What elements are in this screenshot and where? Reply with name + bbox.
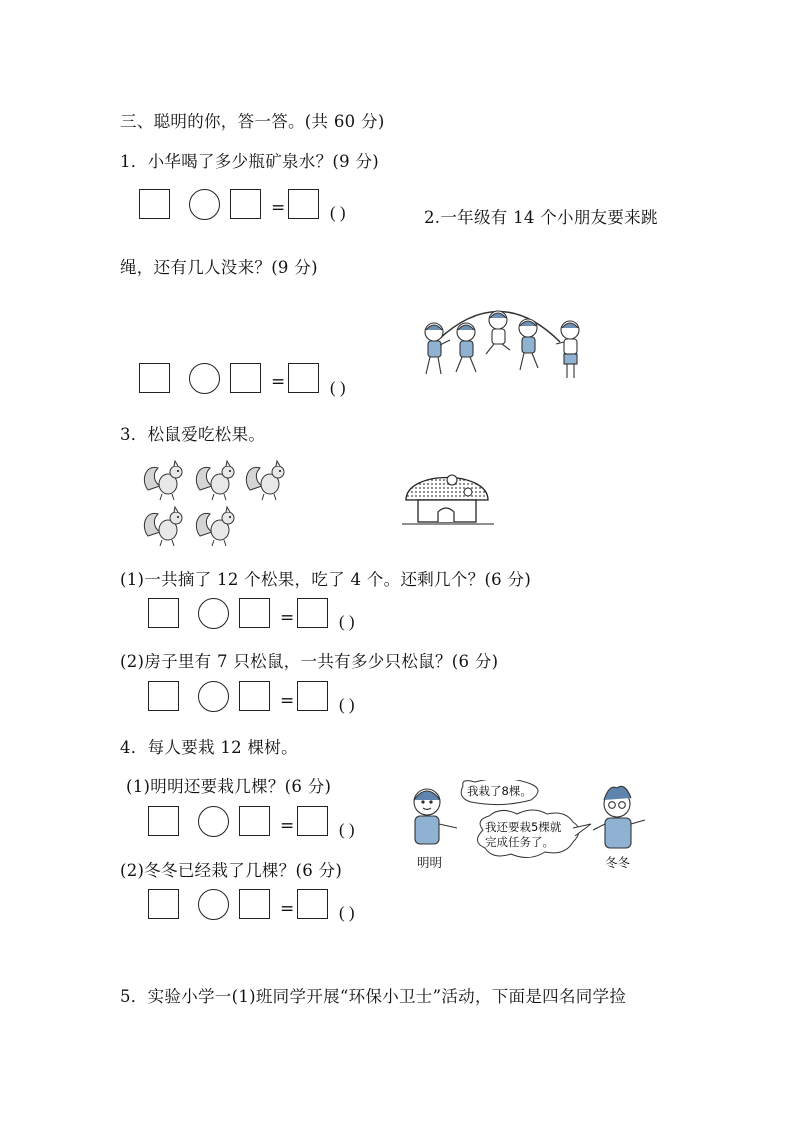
q3-sub2-box-1[interactable] [148, 681, 179, 711]
dongdong-name-label: 冬冬 [605, 855, 631, 870]
q2-box-2[interactable] [230, 363, 261, 393]
q4-sub2-unit-blank[interactable]: ( ) [339, 903, 355, 922]
q1-answer-box[interactable] [288, 189, 319, 219]
dongdong-speech-line-2: 完成任务了。 [485, 835, 554, 849]
q4-sub2-box-1[interactable] [148, 889, 179, 919]
q2-operator-circle[interactable] [189, 363, 220, 394]
q3-sub1-equals-sign: = [280, 608, 295, 628]
q1-text: 1．小华喝了多少瓶矿泉水？(9 分) [120, 152, 380, 171]
q3-sub2-equals-sign: = [280, 691, 295, 711]
mushroom-house-illustration [402, 462, 494, 528]
q4-sub1-text: (1)明明还要栽几棵？(6 分) [126, 777, 332, 796]
q2-unit-blank[interactable]: ( ) [330, 378, 346, 397]
section-title: 三、聪明的你，答一答。(共 60 分) [120, 112, 385, 131]
q4-sub2-answer-box[interactable] [297, 889, 328, 919]
mingming-dongdong-illustration [405, 780, 675, 875]
jump-rope-children-illustration [410, 300, 600, 385]
q4-sub1-equals-sign: = [280, 816, 295, 836]
q4-sub2-text: (2)冬冬已经栽了几棵？(6 分) [120, 861, 343, 880]
q4-sub2-operator-circle[interactable] [198, 889, 229, 920]
q3-sub2-text: (2)房子里有 7 只松鼠，一共有多少只松鼠？(6 分) [120, 652, 499, 671]
q3-text: 3．松鼠爱吃松果。 [120, 425, 266, 444]
q3-sub1-text: (1)一共摘了 12 个松果，吃了 4 个。还剩几个？(6 分) [120, 570, 532, 589]
q2-text-line1: 2.一年级有 14 个小朋友要来跳 [424, 208, 658, 227]
q2-equals-sign: = [271, 372, 286, 392]
q1-box-2[interactable] [230, 189, 261, 219]
mingming-speech-bubble: 我栽了8棵。 [467, 784, 532, 798]
squirrels-illustration [142, 458, 297, 550]
q1-unit-blank[interactable]: ( ) [330, 203, 346, 222]
q4-sub1-unit-blank[interactable]: ( ) [339, 820, 355, 839]
dongdong-speech-line-1: 我还要栽5棵就 [485, 820, 562, 834]
q1-operator-circle[interactable] [189, 189, 220, 220]
q3-sub1-box-2[interactable] [239, 598, 270, 628]
mingming-name-label: 明明 [417, 855, 443, 870]
q3-sub1-box-1[interactable] [148, 598, 179, 628]
q4-sub1-box-1[interactable] [148, 806, 179, 836]
q2-text-line2: 绳，还有几人没来？(9 分) [120, 258, 318, 277]
q5-text: 5．实验小学一(1)班同学开展“环保小卫士”活动，下面是四名同学捡 [120, 987, 627, 1006]
q4-text: 4．每人要栽 12 棵树。 [120, 738, 298, 757]
q4-sub1-box-2[interactable] [239, 806, 270, 836]
q4-sub2-box-2[interactable] [239, 889, 270, 919]
q3-sub2-unit-blank[interactable]: ( ) [339, 695, 355, 714]
q3-sub1-operator-circle[interactable] [198, 598, 229, 629]
q1-equals-sign: = [271, 198, 286, 218]
q3-sub1-answer-box[interactable] [297, 598, 328, 628]
q3-sub2-box-2[interactable] [239, 681, 270, 711]
q2-box-1[interactable] [139, 363, 170, 393]
q1-box-1[interactable] [139, 189, 170, 219]
q4-sub1-answer-box[interactable] [297, 806, 328, 836]
q2-answer-box[interactable] [288, 363, 319, 393]
q3-sub1-unit-blank[interactable]: ( ) [339, 612, 355, 631]
q4-sub1-operator-circle[interactable] [198, 806, 229, 837]
q3-sub2-answer-box[interactable] [297, 681, 328, 711]
q3-sub2-operator-circle[interactable] [198, 681, 229, 712]
q4-sub2-equals-sign: = [280, 899, 295, 919]
